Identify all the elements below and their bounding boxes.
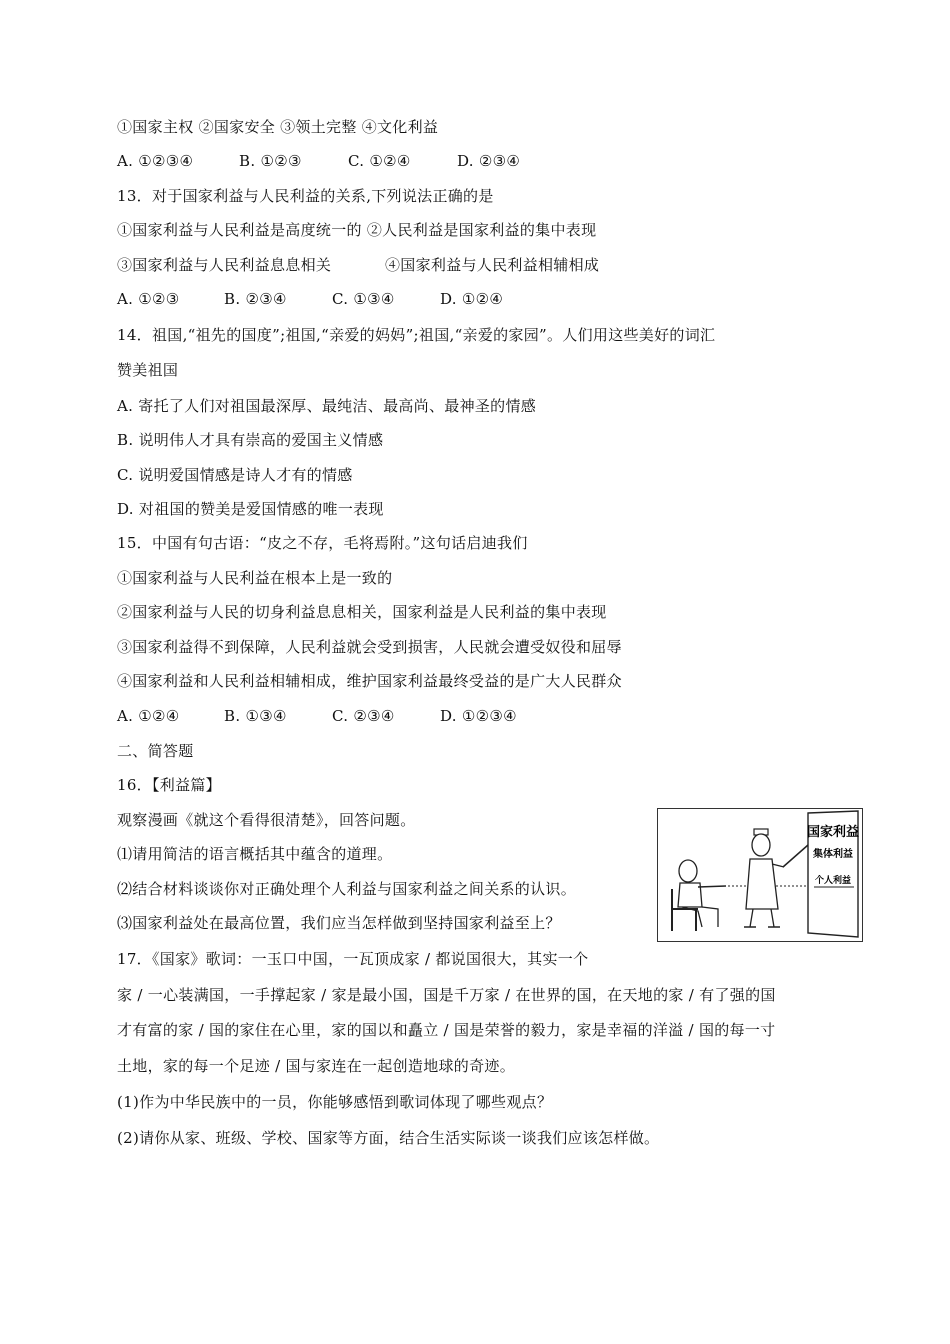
- q14-option-a: A. 寄托了人们对祖国最深厚、最纯洁、最高尚、最神圣的情感: [117, 397, 537, 415]
- q12-items: ①国家主权 ②国家安全 ③领土完整 ④文化利益: [117, 118, 439, 136]
- option-b: B. ①③④: [224, 707, 287, 725]
- q15-item4: ④国家利益和人民利益相辅相成，维护国家利益最终受益的是广大人民群众: [117, 672, 622, 690]
- q17-sub2: (2)请你从家、班级、学校、国家等方面，结合生活实际谈一谈我们应该怎样做。: [117, 1129, 660, 1147]
- option-b: B. ①②③: [239, 152, 302, 170]
- label-personal-interest: 个人利益: [814, 876, 852, 886]
- q12-options: [117, 151, 520, 171]
- q14-stem-line1: 14．祖国,“祖先的国度”;祖国,“亲爱的妈妈”;祖国,“亲爱的家园”。人们用这些美好的词汇: [117, 326, 716, 344]
- option-d: D. ①②③④: [440, 707, 517, 725]
- q13-options: [117, 289, 503, 309]
- q17-sub1: (1)作为中华民族中的一员，你能够感悟到歌词体现了哪些观点？: [117, 1093, 553, 1111]
- q15-item1: ①国家利益与人民利益在根本上是一致的: [117, 569, 393, 587]
- q15-item3: ③国家利益得不到保障，人民利益就会受到损害，人民就会遭受奴役和屈辱: [117, 638, 622, 656]
- q16-intro: 观察漫画《就这个看得很清楚》，回答问题。: [117, 811, 416, 829]
- q16-sub1: ⑴请用简洁的语言概括其中蕴含的道理。: [117, 845, 393, 863]
- q14-option-d: D. 对祖国的赞美是爱国情感的唯一表现: [117, 500, 384, 518]
- q15-item2: ②国家利益与人民的切身利益息息相关，国家利益是人民利益的集中表现: [117, 603, 607, 621]
- q13-stem: 13．对于国家利益与人民利益的关系,下列说法正确的是: [117, 187, 494, 205]
- q17-line2: 家 / 一心装满国，一手撑起家 / 家是最小国，国是千万家 / 在世界的国，在天地的家 / 有了强的国: [117, 986, 776, 1004]
- section-title: 二、简答题: [117, 742, 194, 760]
- doctor-head: [752, 834, 770, 856]
- q14-stem-line2: 赞美祖国: [117, 361, 179, 379]
- q15-stem: 15．中国有句古语：“皮之不存，毛将焉附。”这句话启迪我们: [117, 534, 528, 552]
- doctor-legs: [750, 909, 774, 927]
- q13-item4: ④国家利益与人民利益相辅相成: [385, 256, 600, 274]
- q13-items-line2: [117, 255, 599, 275]
- q17-line4: 土地，家的每一个足迹 / 国与家连在一起创造地球的奇迹。: [117, 1057, 515, 1075]
- q13-items-line1: ①国家利益与人民利益是高度统一的 ②人民利益是国家利益的集中表现: [117, 221, 597, 239]
- q17-line1: 17．《国家》歌词：一玉口中国，一瓦顶成家 / 都说国很大，其实一个: [117, 950, 589, 968]
- label-collective-interest: 集体利益: [813, 849, 853, 860]
- q16-title: 16．【利益篇】: [117, 776, 221, 794]
- q16-sub2: ⑵结合材料谈谈你对正确处理个人利益与国家利益之间关系的认识。: [117, 880, 577, 898]
- q13-item3: ③国家利益与人民利益息息相关: [117, 256, 332, 274]
- label-national-interest: 国家利益: [806, 825, 860, 840]
- q14-option-c: C. 说明爱国情感是诗人才有的情感: [117, 466, 353, 484]
- doctor-coat: [746, 859, 778, 909]
- man-head: [679, 860, 697, 882]
- option-d: D. ①②④: [440, 290, 504, 308]
- option-d: D. ②③④: [457, 152, 521, 170]
- pointer-stick: [783, 845, 808, 867]
- option-c: C. ①③④: [332, 290, 395, 308]
- option-a: A. ①②④: [117, 707, 180, 725]
- option-c: C. ①②④: [348, 152, 411, 170]
- q16-sub3: ⑶国家利益处在最高位置，我们应当怎样做到坚持国家利益至上？: [117, 914, 561, 932]
- option-b: B. ②③④: [224, 290, 287, 308]
- doctor-arm: [772, 864, 784, 867]
- man-pointing-arm: [698, 886, 726, 887]
- q15-options: [117, 706, 517, 726]
- option-a: A. ①②③: [117, 290, 180, 308]
- cartoon-illustration: [657, 808, 863, 942]
- q14-option-b: B. 说明伟人才具有崇高的爱国主义情感: [117, 431, 384, 449]
- option-a: A. ①②③④: [117, 152, 194, 170]
- option-c: C. ②③④: [332, 707, 395, 725]
- cartoon-drawing: [658, 809, 862, 941]
- q17-line3: 才有富的家 / 国的家住在心里，家的国以和矗立 / 国是荣誉的毅力，家是幸福的洋溢 / 国的每一寸: [117, 1021, 776, 1039]
